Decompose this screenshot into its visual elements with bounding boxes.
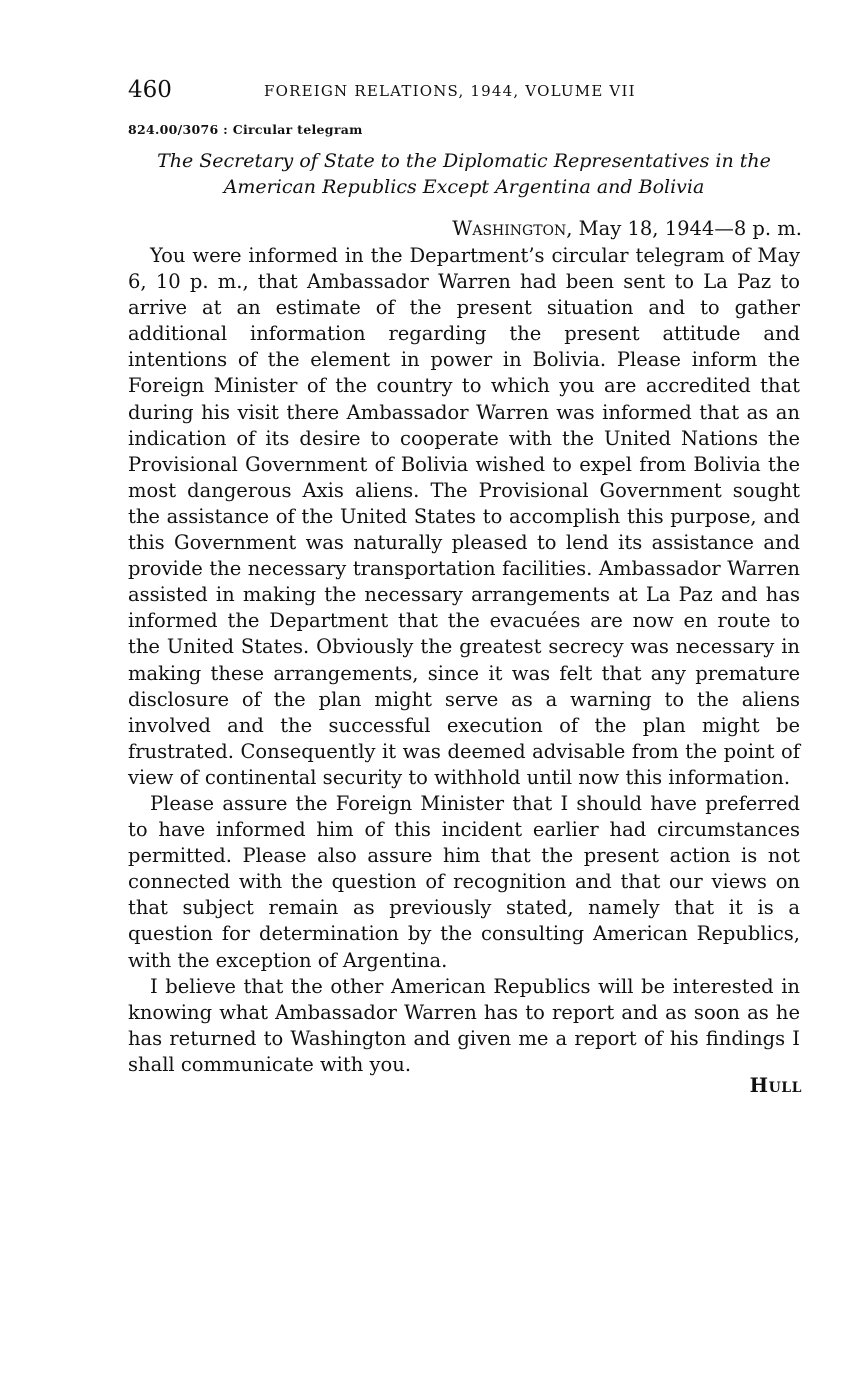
body-paragraph-3: I believe that the other American Republics will be interested in knowing what Ambassador Warren has to report and as soon as he has returned to Washington and given me a report of his findings I shall communicate with you. bbox=[128, 974, 800, 1076]
dateline-date: , May 18, 1944—8 p. m. bbox=[566, 217, 802, 240]
document-title bbox=[128, 148, 800, 200]
dateline bbox=[452, 216, 802, 242]
file-reference: 824.00/3076 : Circular telegram bbox=[128, 122, 363, 137]
document-title-line-1: The Secretary of State to the Diplomatic Representatives in the bbox=[157, 150, 771, 172]
body-paragraph-2: Please assure the Foreign Minister that I should have preferred to have informed him of this incident earlier had circumstances permitted. Please also assure him that the present action is not connected with the question of recognition and that our views on that subject remain as previously stated, namely that it is a question for determination by the consulting American Republics, with the exception of Argentina. bbox=[128, 791, 800, 972]
signature: Hull bbox=[749, 1074, 802, 1097]
document-title-line-2: American Republics Except Argentina and Bolivia bbox=[223, 176, 705, 198]
telegram-body bbox=[128, 243, 800, 1078]
running-head bbox=[128, 76, 800, 106]
body-paragraph-1: You were informed in the Department’s circular telegram of May 6, 10 p. m., that Ambassador Warren had been sent to La Paz to arrive at an estimate of the present situation and to gather additional information regarding the present attitude and intentions of the element in power in Bolivia. Please inform the Foreign Minister of the country to which you are accredited that during his visit there Ambassador Warren was informed that as an indication of its desire to cooperate with the United Nations the Provisional Government of Bolivia wished to expel from Bolivia the most dangerous Axis aliens. The Provisional Government sought the assistance of the United States to accomplish this purpose, and this Government was naturally pleased to lend its assistance and provide the necessary transportation facilities. Ambassador Warren assisted in making the necessary arrangements at La Paz and has informed the Department that the evacuées are now en route to the United States. Obviously the greatest secrecy was necessary in making these arrangements, since it was felt that any premature disclosure of the plan might serve as a warning to the aliens involved and the successful execution of the plan might be frustrated. Consequently it was deemed advisable from the point of view of continental security to withhold until now this information. bbox=[128, 244, 800, 789]
page-number: 460 bbox=[128, 77, 172, 103]
dateline-place: Washington bbox=[452, 217, 567, 240]
running-title: FOREIGN RELATIONS, 1944, VOLUME VII bbox=[264, 82, 636, 100]
